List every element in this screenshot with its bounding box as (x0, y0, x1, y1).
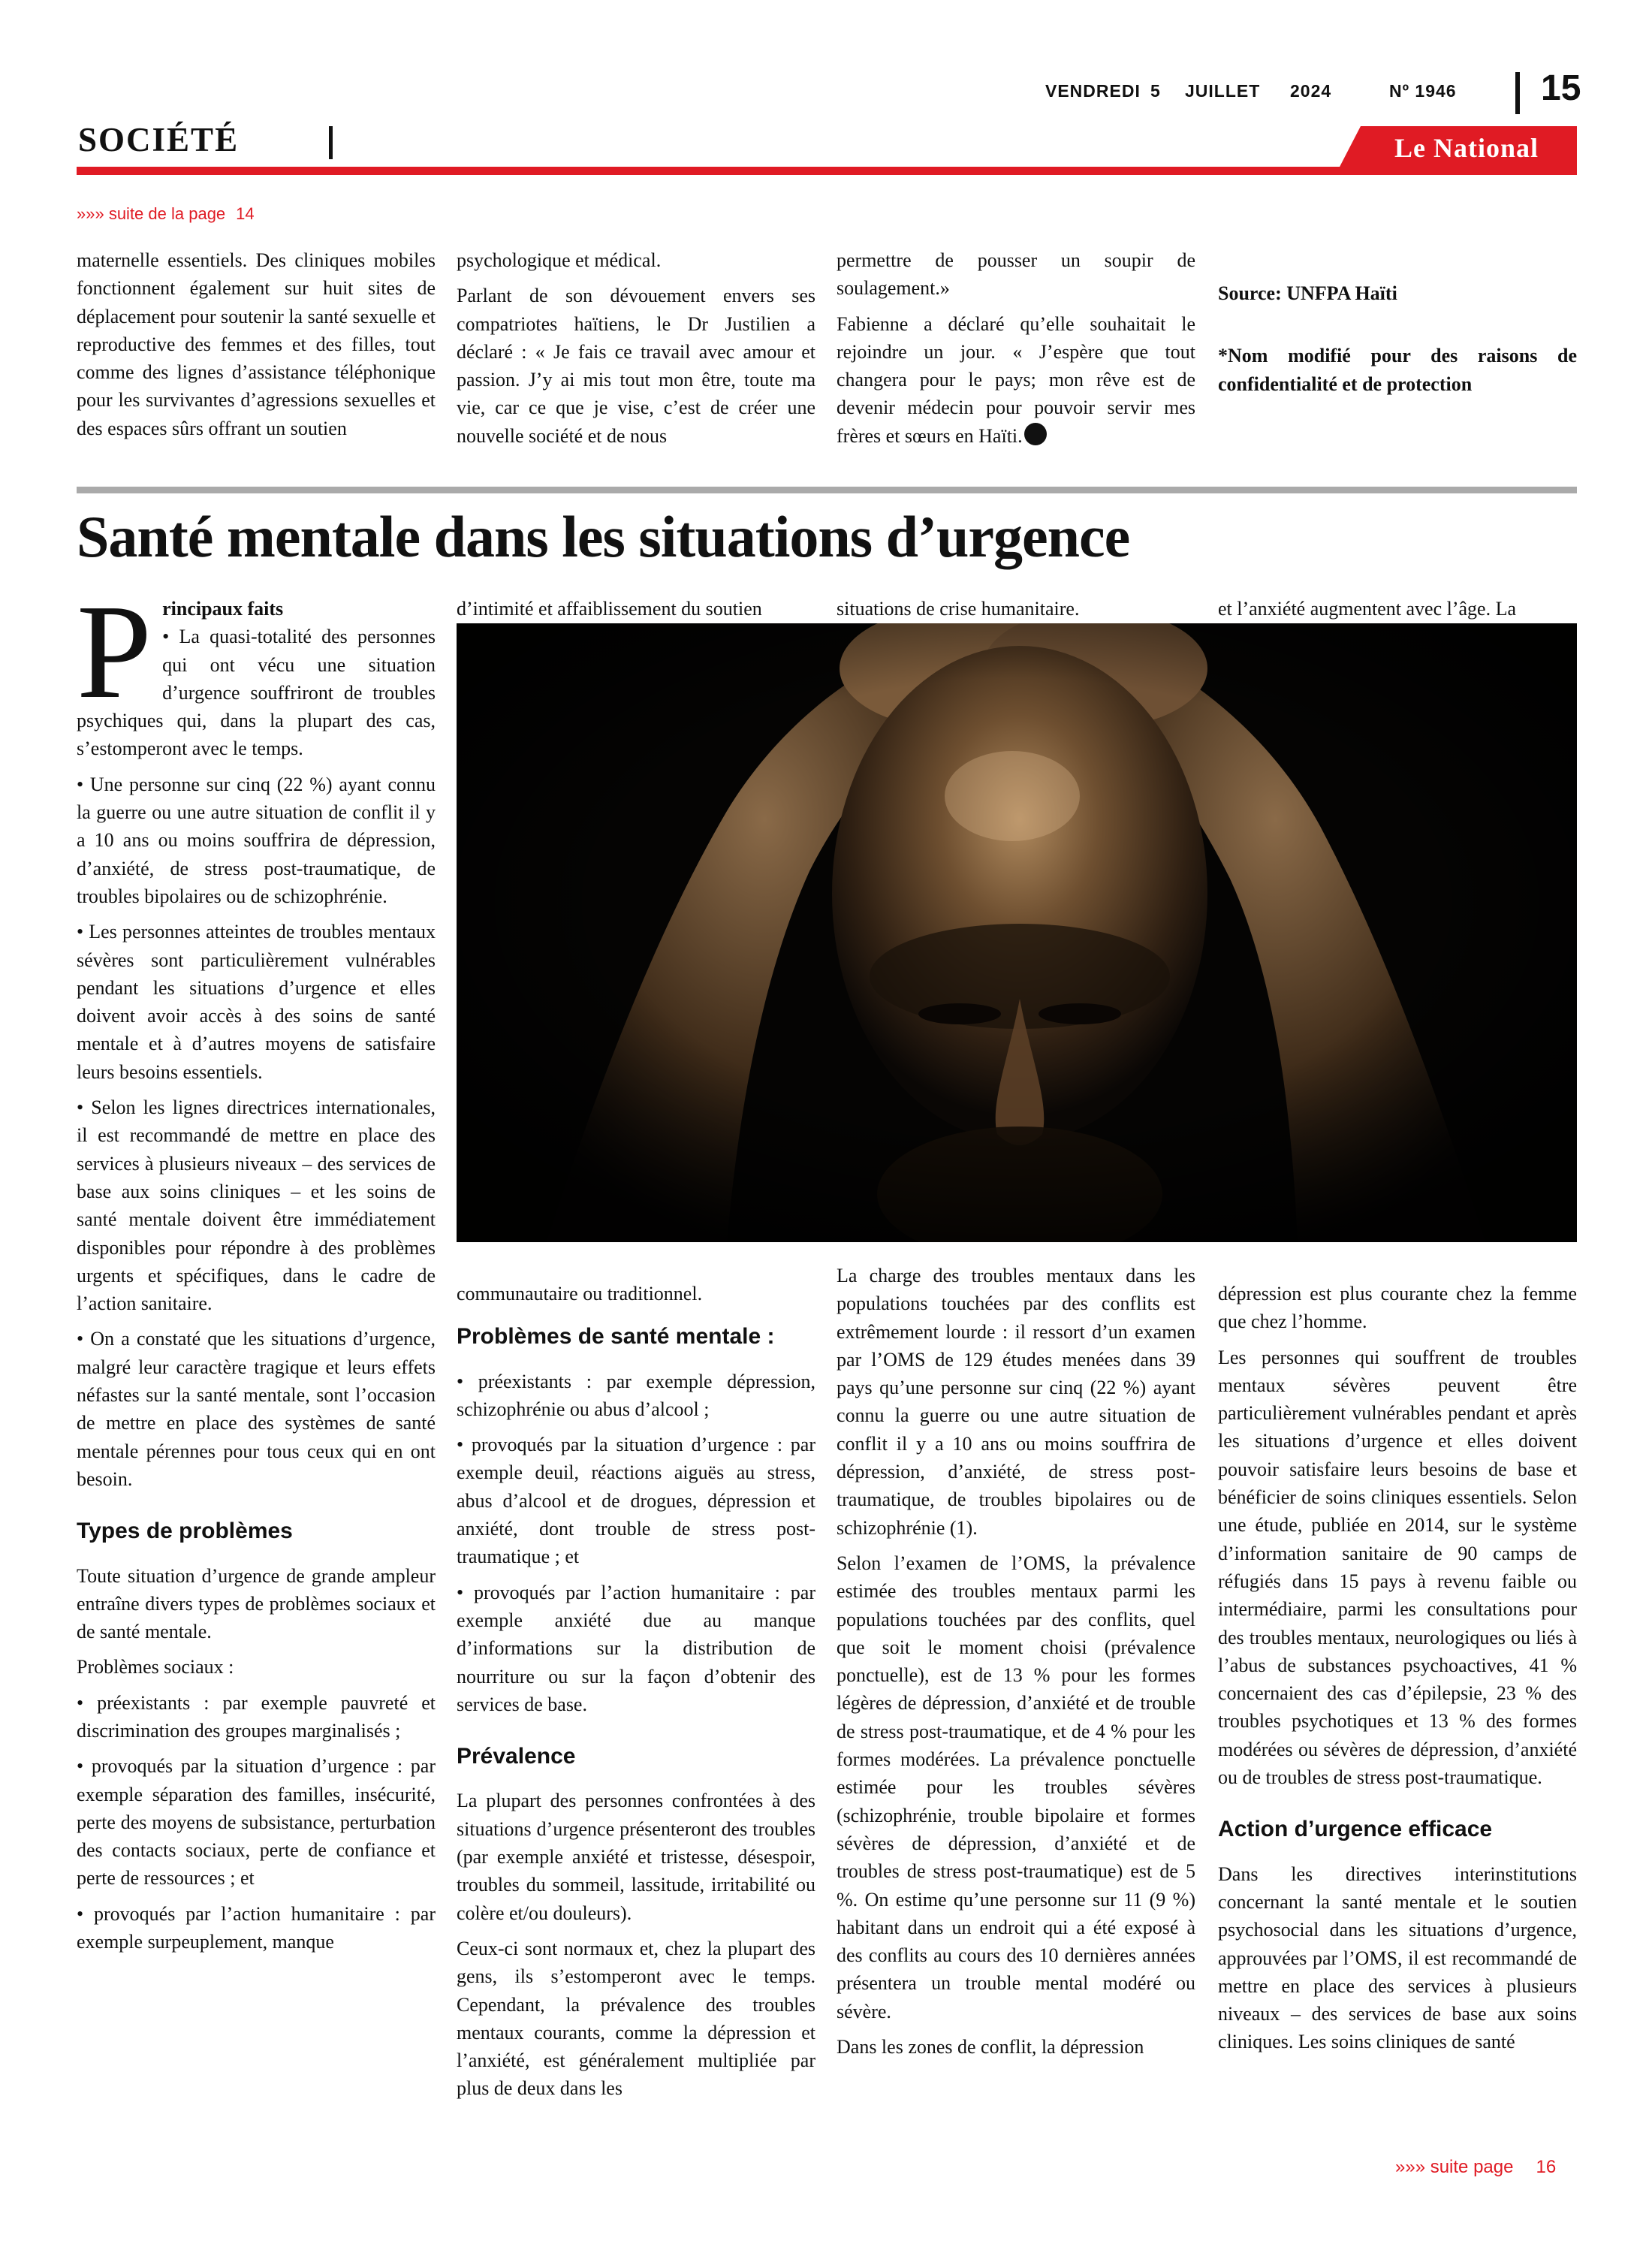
article-col-4-top: et l’anxiété augmentent avec l’âge. La (1218, 598, 1517, 620)
header-day: VENDREDI (1045, 81, 1141, 101)
article-col-2 (457, 1280, 815, 2110)
header-date: 5 (1150, 81, 1161, 101)
paragraph: Toute situation d’urgence de grande ampleur entraîne divers types de problèmes sociaux et de santé mentale. (77, 1564, 436, 1643)
prev-article-text: permettre de pousser un soupir de soulagement.» (837, 249, 1195, 300)
prev-article-text: maternelle essentiels. Des cliniques mobiles fonctionnent également sur huit sites de déplacement pour soutenir la santé sexuelle et reproductive des femmes et des filles, tout comme des lignes d’assistance téléphonique pour les survivantes d’agressions sexuelles et des espaces sûrs offrant un soutien (77, 249, 436, 439)
header-rule (77, 167, 1577, 175)
article-separator (77, 487, 1577, 493)
paragraph: La plupart des personnes confrontées à des situations d’urgence présenteront des troubles (par exemple anxiété et tristesse, désespoir, troubles du sommeil, lassitude, irritabilité ou colère et/ou douleurs). (457, 1790, 815, 1924)
paragraph: communautaire ou traditionnel. (457, 1283, 703, 1304)
header-issue: Nº 1946 (1389, 81, 1457, 101)
section-divider (329, 126, 333, 159)
prev-article-col-2 (457, 246, 815, 457)
article-col-3 (837, 1262, 1195, 2068)
page-number: 15 (1541, 68, 1581, 108)
article-col-2-top: d’intimité et affaiblissement du soutien (457, 598, 762, 620)
source-credit: Source: UNFPA Haïti (1218, 282, 1397, 304)
article-photo (457, 623, 1577, 1242)
key-facts-lead: rincipaux faits (162, 598, 284, 620)
list-item: • provoqués par l’action humanitaire : par exemple anxiété due au manque d’informations sur la distribution de nourriture ou sur la façon d’obtenir des services de base. (457, 1581, 815, 1715)
paragraph: La charge des troubles mentaux dans les populations touchées par des conflits est extrêmement lourde : il ressort d’un examen par l’OMS de 129 études menées dans 39 pays qu’une personne sur cinq (22 %) ayant connu la guerre ou une autre situation de conflit il y a 10 ans ou moins souffrira de dépression, d’anxiété, de stress post-traumatique, de troubles bipolaires ou de schizophrénie (1). (837, 1265, 1195, 1539)
subhead-prevalence: Prévalence (457, 1744, 576, 1769)
key-fact: • On a constaté que les situations d’urgence, malgré leur caractère tragique et leurs effets néfastes sur la santé mentale, sont l’occasion de mettre en place des systèmes de santé mentale pérennes pour tous ceux qui en ont besoin. (77, 1328, 436, 1490)
paragraph: Les personnes qui souffrent de troubles mentaux sévères peuvent être particulièrement vulnérables pendant et après les situations d’urgence et elles doivent pouvoir satisfaire leurs besoins de base et bénéficier de soins cliniques essentiels. Selon une étude, publiée en 2014, sur le système d’information sanitaire de 90 camps de réfugiés dans 15 pays à revenu faible ou intermédiaire, parmi les consultations pour des troubles mentaux, neurologiques ou liés à l’abus de substances psychoactives, 41 % concernaient des cas d’épilepsie, 23 % des troubles psychotiques et 13 % des formes modérées ou sévères de dépression, d’anxiété ou de troubles de stress post-traumatique. (1218, 1346, 1577, 1789)
list-item: • provoqués par la situation d’urgence : par exemple séparation des familles, insécurité, perte des moyens de subsistance, perturbation des contacts sociaux, perte de confiance et perte de ressources ; et (77, 1755, 436, 1890)
drop-cap: P (77, 577, 152, 726)
prev-article-text: psychologique et médical. (457, 249, 662, 271)
header-year: 2024 (1290, 81, 1332, 101)
paragraph: Dans les directives interinstitutions concernant la santé mentale et le soutien psychosocial dans les situations d’urgence, approuvées par l’OMS, il est recommandé de mettre en place des services à plusieurs niveaux – des services de base aux soins cliniques. Les soins cliniques de santé (1218, 1862, 1577, 2053)
prev-article-text: Parlant de son dévouement envers ses compatriotes haïtiens, le Dr Justilien a déclaré : « Je fais ce travail avec amour et passion. J’y ai mis tout mon être, toute ma vie, car ce que je vise, c’est de créer une nouvelle société et de nous (457, 285, 815, 447)
continued-from-page: 14 (236, 204, 255, 223)
paragraph: Dans les zones de conflit, la dépression (837, 2036, 1144, 2058)
subhead-mental-health: Problèmes de santé mentale : (457, 1324, 775, 1350)
key-fact: • La quasi-totalité des personnes qui ont vécu une situation d’urgence souffriront de troubles psychiques qui, dans la plupart des cas, s’estomperont avec le temps. (77, 626, 436, 760)
key-fact: • Selon les lignes directrices internationales, il est recommandé de mettre en place des services à plusieurs niveaux – des services de base aux soins cliniques – et les soins de santé mentale doivent être immédiatement disponibles pour répondre à des problèmes urgents et spécifiques, dans le cadre de l’action sanitaire. (77, 1096, 436, 1315)
prev-article-col-1 (77, 246, 436, 450)
prev-article-text: Fabienne a déclaré qu’elle souhaitait le rejoindre un jour. « J’espère que tout changera pour le pays; mon rêve est de devenir médecin pour pouvoir servir mes frères et sœurs en Haïti. (837, 312, 1195, 447)
confidentiality-note: *Nom modifié pour des raisons de confidentialité et de protection (1218, 345, 1577, 395)
end-mark-icon (1024, 423, 1047, 445)
paragraph: Ceux-ci sont normaux et, chez la plupart des gens, ils s’estomperont avec le temps. Cependant, la prévalence des troubles mentaux courants, comme la dépression et l’anxiété, est généralement multipliée par plus de deux dans les (457, 1937, 815, 2100)
header-month: JUILLET (1185, 81, 1261, 101)
continued-to-page: 16 (1536, 2157, 1557, 2177)
section-title: SOCIÉTÉ (78, 121, 240, 158)
list-item: • provoqués par l’action humanitaire : par exemple surpeuplement, manque (77, 1902, 436, 1953)
article-col-4 (1218, 1280, 1577, 2064)
key-fact: • Les personnes atteintes de troubles mentaux sévères sont particulièrement vulnérables pendant les situations d’urgence et elles doivent avoir accès à des soins de santé mentale et à d’autres moyens de satisfaire leurs besoins essentiels. (77, 921, 436, 1083)
prev-article-col-4 (1218, 279, 1577, 406)
subhead-action: Action d’urgence efficace (1218, 1817, 1493, 1842)
page-number-divider (1515, 72, 1520, 114)
list-item: • préexistants : par exemple dépression, schizophrénie ou abus d’alcool ; (457, 1370, 815, 1420)
list-item: • préexistants : par exemple pauvreté et discrimination des groupes marginalisés ; (77, 1691, 436, 1742)
article-col-1 (77, 577, 436, 1963)
continued-to[interactable] (1395, 2157, 1556, 2178)
subhead-types: Types de problèmes (77, 1519, 293, 1544)
key-fact: • Une personne sur cinq (22 %) ayant connu la guerre ou une autre situation de conflit il y a 10 ans ou moins souffrira de dépression, d’anxiété, de stress post-traumatique, de troubles bipolaires ou de schizophrénie. (77, 773, 436, 907)
continued-to-label: »»» suite page (1395, 2157, 1514, 2177)
brand-name: Le National (1394, 133, 1539, 163)
paragraph: dépression est plus courante chez la femme que chez l’homme. (1218, 1283, 1577, 1333)
continued-from-label: »»» suite de la page (77, 204, 226, 223)
paragraph: Problèmes sociaux : (77, 1656, 234, 1678)
paragraph: Selon l’examen de l’OMS, la prévalence estimée des troubles mentaux parmi les populations touchées par des conflits, quel que soit le moment choisi (prévalence ponctuelle), est de 13 % pour les formes légères de dépression, d’anxiété et de trouble de stress post-traumatique, et de 4 % pour les formes modérées. La prévalence ponctuelle estimée pour les troubles sévères (schizophrénie, trouble bipolaire et formes sévères de dépression, d’anxiété et de troubles de stress post-traumatique) est de 5 %. On estime qu’une personne sur 11 (9 %) habitant dans un endroit qui a été exposé à des conflits au cours des 10 dernières années présentera un trouble mental modéré ou sévère. (837, 1552, 1195, 2022)
continued-from[interactable] (77, 204, 255, 224)
article-col-3-top: situations de crise humanitaire. (837, 598, 1080, 620)
list-item: • provoqués par la situation d’urgence : par exemple deuil, réactions aiguës au stress, abus d’alcool et de drogues, dépression et anxiété, dont trouble de stress post-traumatique ; et (457, 1434, 815, 1568)
prev-article-col-3 (837, 246, 1195, 457)
distressed-man-photo (457, 623, 1577, 1242)
article-headline: Santé mentale dans les situations d’urgence (77, 504, 1130, 569)
